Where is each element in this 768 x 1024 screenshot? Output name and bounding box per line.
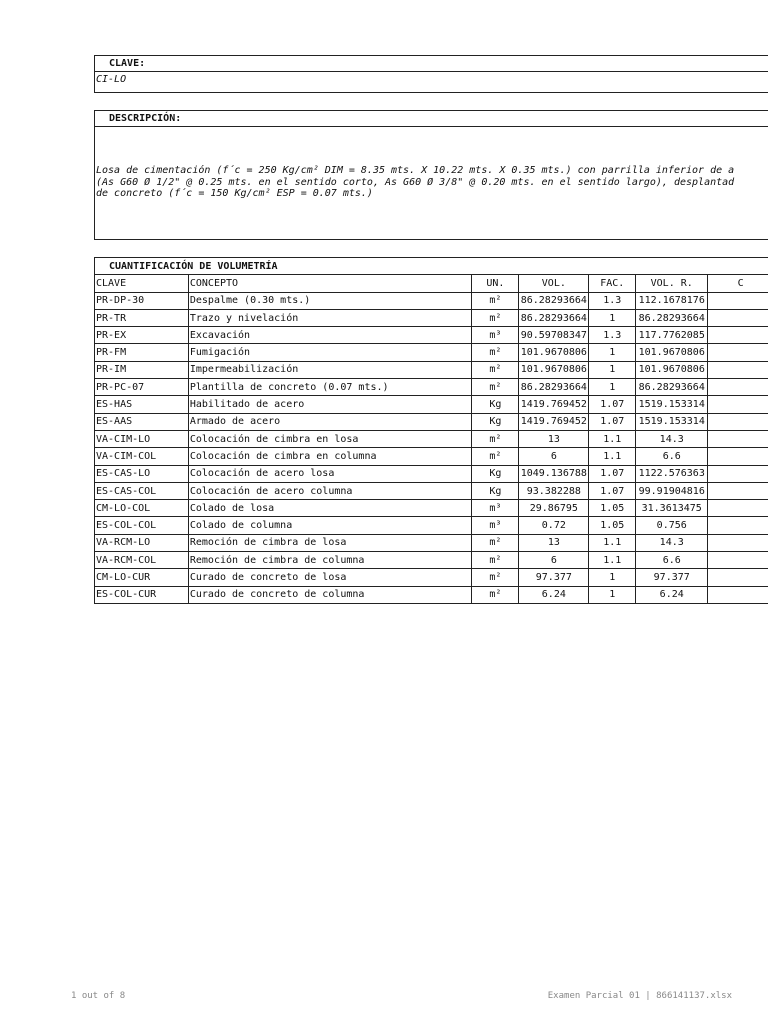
table-cell[interactable]: m² bbox=[472, 344, 519, 361]
table-cell[interactable]: PR-TR bbox=[95, 309, 189, 326]
table-row bbox=[95, 448, 768, 465]
table-cell[interactable] bbox=[708, 292, 768, 309]
descripcion-label: DESCRIPCIÓN: bbox=[95, 111, 768, 127]
column-header: VOL. bbox=[519, 275, 589, 292]
table-row bbox=[95, 534, 768, 551]
table-cell[interactable]: 14.3 bbox=[636, 430, 708, 447]
table-cell[interactable]: VA-RCM-LO bbox=[95, 534, 189, 551]
table-cell[interactable]: 1.1 bbox=[589, 552, 636, 569]
table-row bbox=[95, 292, 768, 309]
table-cell[interactable]: 86.28293664 bbox=[636, 309, 708, 326]
table-cell[interactable]: m² bbox=[472, 569, 519, 586]
table-cell[interactable]: Kg bbox=[472, 482, 519, 499]
table-cell[interactable]: ES-HAS bbox=[95, 396, 189, 413]
table-cell[interactable]: m² bbox=[472, 292, 519, 309]
table-row bbox=[95, 552, 768, 569]
table-cell[interactable]: 1.07 bbox=[589, 482, 636, 499]
table-cell[interactable]: 1 bbox=[589, 344, 636, 361]
table-cell[interactable]: 1 bbox=[589, 379, 636, 396]
table-cell[interactable]: ES-AAS bbox=[95, 413, 189, 430]
table-cell[interactable]: 101.9670806 bbox=[636, 361, 708, 378]
table-cell[interactable]: 1049.136788 bbox=[519, 465, 589, 482]
table-cell[interactable] bbox=[708, 413, 768, 430]
table-cell[interactable]: Armado de acero bbox=[188, 413, 472, 430]
table-cell[interactable]: Excavación bbox=[188, 327, 472, 344]
table-cell[interactable]: 97.377 bbox=[636, 569, 708, 586]
column-header: C bbox=[708, 275, 768, 292]
table-cell[interactable]: Fumigación bbox=[188, 344, 472, 361]
table-cell[interactable] bbox=[708, 344, 768, 361]
table-cell[interactable]: Colocación de cimbra en losa bbox=[188, 430, 472, 447]
descripcion-line: de concreto (f´c = 150 Kg/cm² ESP = 0.07 mts.) bbox=[96, 188, 373, 199]
table-cell[interactable]: 86.28293664 bbox=[519, 309, 589, 326]
table-cell[interactable]: PR-FM bbox=[95, 344, 189, 361]
table-cell[interactable]: 93.382288 bbox=[519, 482, 589, 499]
clave-label: CLAVE: bbox=[95, 56, 768, 72]
table-cell[interactable]: 1419.769452 bbox=[519, 413, 589, 430]
table-cell[interactable]: m³ bbox=[472, 500, 519, 517]
table-cell[interactable]: Kg bbox=[472, 413, 519, 430]
table-row bbox=[95, 482, 768, 499]
table-row bbox=[95, 344, 768, 361]
table-row bbox=[95, 465, 768, 482]
descripcion-section bbox=[94, 110, 768, 240]
table-cell[interactable]: m² bbox=[472, 448, 519, 465]
table-cell[interactable]: 0.72 bbox=[519, 517, 589, 534]
column-header: CLAVE bbox=[95, 275, 189, 292]
table-cell[interactable]: m² bbox=[472, 361, 519, 378]
table-cell[interactable]: 101.9670806 bbox=[519, 361, 589, 378]
table-cell[interactable]: m³ bbox=[472, 517, 519, 534]
table-cell[interactable]: ES-CAS-LO bbox=[95, 465, 189, 482]
table-cell[interactable] bbox=[708, 465, 768, 482]
table-cell[interactable] bbox=[708, 309, 768, 326]
table-cell[interactable]: Habilitado de acero bbox=[188, 396, 472, 413]
volumetria-section bbox=[94, 257, 768, 604]
table-row bbox=[95, 327, 768, 344]
clave-section bbox=[94, 55, 768, 93]
file-name: Examen Parcial 01 | 866141137.xlsx bbox=[547, 991, 732, 1001]
table-cell[interactable]: 99.91904816 bbox=[636, 482, 708, 499]
table-cell[interactable]: Trazo y nivelación bbox=[188, 309, 472, 326]
table-cell[interactable] bbox=[708, 586, 768, 603]
table-cell[interactable]: 6 bbox=[519, 448, 589, 465]
table-cell[interactable]: m² bbox=[472, 534, 519, 551]
table-cell[interactable] bbox=[708, 430, 768, 447]
table-cell[interactable]: m² bbox=[472, 430, 519, 447]
table-cell[interactable]: 1.1 bbox=[589, 534, 636, 551]
table-cell[interactable]: Colocación de acero columna bbox=[188, 482, 472, 499]
table-cell[interactable]: Remoción de cimbra de columna bbox=[188, 552, 472, 569]
table-cell[interactable]: 86.28293664 bbox=[636, 379, 708, 396]
table-cell[interactable] bbox=[708, 569, 768, 586]
table-cell[interactable]: 1.1 bbox=[589, 430, 636, 447]
table-cell[interactable] bbox=[708, 482, 768, 499]
table-cell[interactable]: m³ bbox=[472, 327, 519, 344]
table-cell[interactable]: 117.7762085 bbox=[636, 327, 708, 344]
table-cell[interactable]: 0.756 bbox=[636, 517, 708, 534]
table-row bbox=[95, 517, 768, 534]
table-row bbox=[95, 379, 768, 396]
table-cell[interactable] bbox=[708, 500, 768, 517]
table-cell[interactable]: m² bbox=[472, 309, 519, 326]
table-row bbox=[95, 500, 768, 517]
table-cell[interactable]: PR-DP-30 bbox=[95, 292, 189, 309]
page-indicator: 1 out of 8 bbox=[71, 991, 126, 1001]
table-cell[interactable]: 13 bbox=[519, 534, 589, 551]
table-cell[interactable] bbox=[708, 517, 768, 534]
table-row bbox=[95, 569, 768, 586]
table-cell[interactable] bbox=[708, 448, 768, 465]
table-cell[interactable]: 1.07 bbox=[589, 396, 636, 413]
table-cell[interactable]: 1.05 bbox=[589, 517, 636, 534]
table-title-row bbox=[95, 258, 768, 275]
table-cell[interactable] bbox=[708, 534, 768, 551]
table-cell[interactable]: 1 bbox=[589, 569, 636, 586]
table-cell[interactable]: m² bbox=[472, 552, 519, 569]
table-cell[interactable]: VA-RCM-COL bbox=[95, 552, 189, 569]
table-header-row bbox=[95, 275, 768, 292]
table-cell[interactable]: 90.59708347 bbox=[519, 327, 589, 344]
table-cell[interactable]: Plantilla de concreto (0.07 mts.) bbox=[188, 379, 472, 396]
table-cell[interactable]: 1.07 bbox=[589, 465, 636, 482]
table-cell[interactable]: 13 bbox=[519, 430, 589, 447]
table-row bbox=[95, 309, 768, 326]
table-cell[interactable]: 1.3 bbox=[589, 327, 636, 344]
table-cell[interactable]: Curado de concreto de columna bbox=[188, 586, 472, 603]
table-cell[interactable]: ES-COL-CUR bbox=[95, 586, 189, 603]
table-cell[interactable]: 1519.153314 bbox=[636, 413, 708, 430]
table-cell[interactable]: 14.3 bbox=[636, 534, 708, 551]
table-cell[interactable]: 6.24 bbox=[636, 586, 708, 603]
table-cell[interactable]: VA-CIM-COL bbox=[95, 448, 189, 465]
table-cell[interactable]: Kg bbox=[472, 465, 519, 482]
table-cell[interactable]: Curado de concreto de losa bbox=[188, 569, 472, 586]
table-cell[interactable]: PR-PC-07 bbox=[95, 379, 189, 396]
table-cell[interactable]: 29.86795 bbox=[519, 500, 589, 517]
table-cell[interactable]: VA-CIM-LO bbox=[95, 430, 189, 447]
table-cell[interactable]: 86.28293664 bbox=[519, 292, 589, 309]
table-cell[interactable]: 1122.576363 bbox=[636, 465, 708, 482]
table-cell[interactable]: 1519.153314 bbox=[636, 396, 708, 413]
table-cell[interactable] bbox=[708, 361, 768, 378]
column-header: FAC. bbox=[589, 275, 636, 292]
table-cell[interactable]: m² bbox=[472, 379, 519, 396]
table-cell[interactable]: 1 bbox=[589, 586, 636, 603]
table-cell[interactable]: 101.9670806 bbox=[519, 344, 589, 361]
table-cell[interactable]: 1 bbox=[589, 361, 636, 378]
table-cell[interactable]: m² bbox=[472, 586, 519, 603]
table-cell[interactable]: Colocación de cimbra en columna bbox=[188, 448, 472, 465]
table-cell[interactable]: 1.3 bbox=[589, 292, 636, 309]
table-title: CUANTIFICACIÓN DE VOLUMETRÍA bbox=[95, 258, 768, 275]
column-header: VOL. R. bbox=[636, 275, 708, 292]
table-cell[interactable]: Colado de columna bbox=[188, 517, 472, 534]
volumetria-table bbox=[94, 257, 768, 604]
table-cell[interactable]: Colocación de acero losa bbox=[188, 465, 472, 482]
column-header: CONCEPTO bbox=[188, 275, 472, 292]
table-cell[interactable] bbox=[708, 379, 768, 396]
column-header: UN. bbox=[472, 275, 519, 292]
table-cell[interactable]: 97.377 bbox=[519, 569, 589, 586]
table-row bbox=[95, 586, 768, 603]
table-cell[interactable]: 1.05 bbox=[589, 500, 636, 517]
descripcion-line: Losa de cimentación (f´c = 250 Kg/cm² DIM = 8.35 mts. X 10.22 mts. X 0.35 mts.) con parrilla inferior de a bbox=[96, 165, 735, 176]
table-cell[interactable]: PR-IM bbox=[95, 361, 189, 378]
table-cell[interactable]: Despalme (0.30 mts.) bbox=[188, 292, 472, 309]
table-cell[interactable]: 112.1678176 bbox=[636, 292, 708, 309]
descripcion-line: (As G60 Ø 1/2" @ 0.25 mts. en el sentido corto, As G60 Ø 3/8" @ 0.20 mts. en el sentido largo), desplantad bbox=[96, 176, 735, 188]
table-cell[interactable]: Kg bbox=[472, 396, 519, 413]
table-cell[interactable] bbox=[708, 552, 768, 569]
table-cell[interactable]: 6.6 bbox=[636, 552, 708, 569]
table-cell[interactable]: 86.28293664 bbox=[519, 379, 589, 396]
table-cell[interactable]: CM-LO-COL bbox=[95, 500, 189, 517]
table-cell[interactable]: 1 bbox=[589, 309, 636, 326]
descripcion-text[interactable] bbox=[95, 127, 768, 200]
table-cell[interactable]: ES-CAS-COL bbox=[95, 482, 189, 499]
table-cell[interactable]: Colado de losa bbox=[188, 500, 472, 517]
table-row bbox=[95, 413, 768, 430]
table-cell[interactable]: 1419.769452 bbox=[519, 396, 589, 413]
table-cell[interactable]: 1.07 bbox=[589, 413, 636, 430]
clave-value[interactable]: CI-LO bbox=[96, 74, 127, 85]
table-row bbox=[95, 361, 768, 378]
table-row bbox=[95, 396, 768, 413]
table-cell[interactable]: ES-COL-COL bbox=[95, 517, 189, 534]
table-cell[interactable]: 6.24 bbox=[519, 586, 589, 603]
table-cell[interactable]: PR-EX bbox=[95, 327, 189, 344]
table-cell[interactable]: 101.9670806 bbox=[636, 344, 708, 361]
table-cell[interactable]: CM-LO-CUR bbox=[95, 569, 189, 586]
table-cell[interactable] bbox=[708, 327, 768, 344]
table-cell[interactable]: 31.3613475 bbox=[636, 500, 708, 517]
table-cell[interactable] bbox=[708, 396, 768, 413]
table-row bbox=[95, 430, 768, 447]
table-cell[interactable]: 1.1 bbox=[589, 448, 636, 465]
table-cell[interactable]: 6.6 bbox=[636, 448, 708, 465]
table-cell[interactable]: Remoción de cimbra de losa bbox=[188, 534, 472, 551]
table-cell[interactable]: 6 bbox=[519, 552, 589, 569]
table-cell[interactable]: Impermeabilización bbox=[188, 361, 472, 378]
